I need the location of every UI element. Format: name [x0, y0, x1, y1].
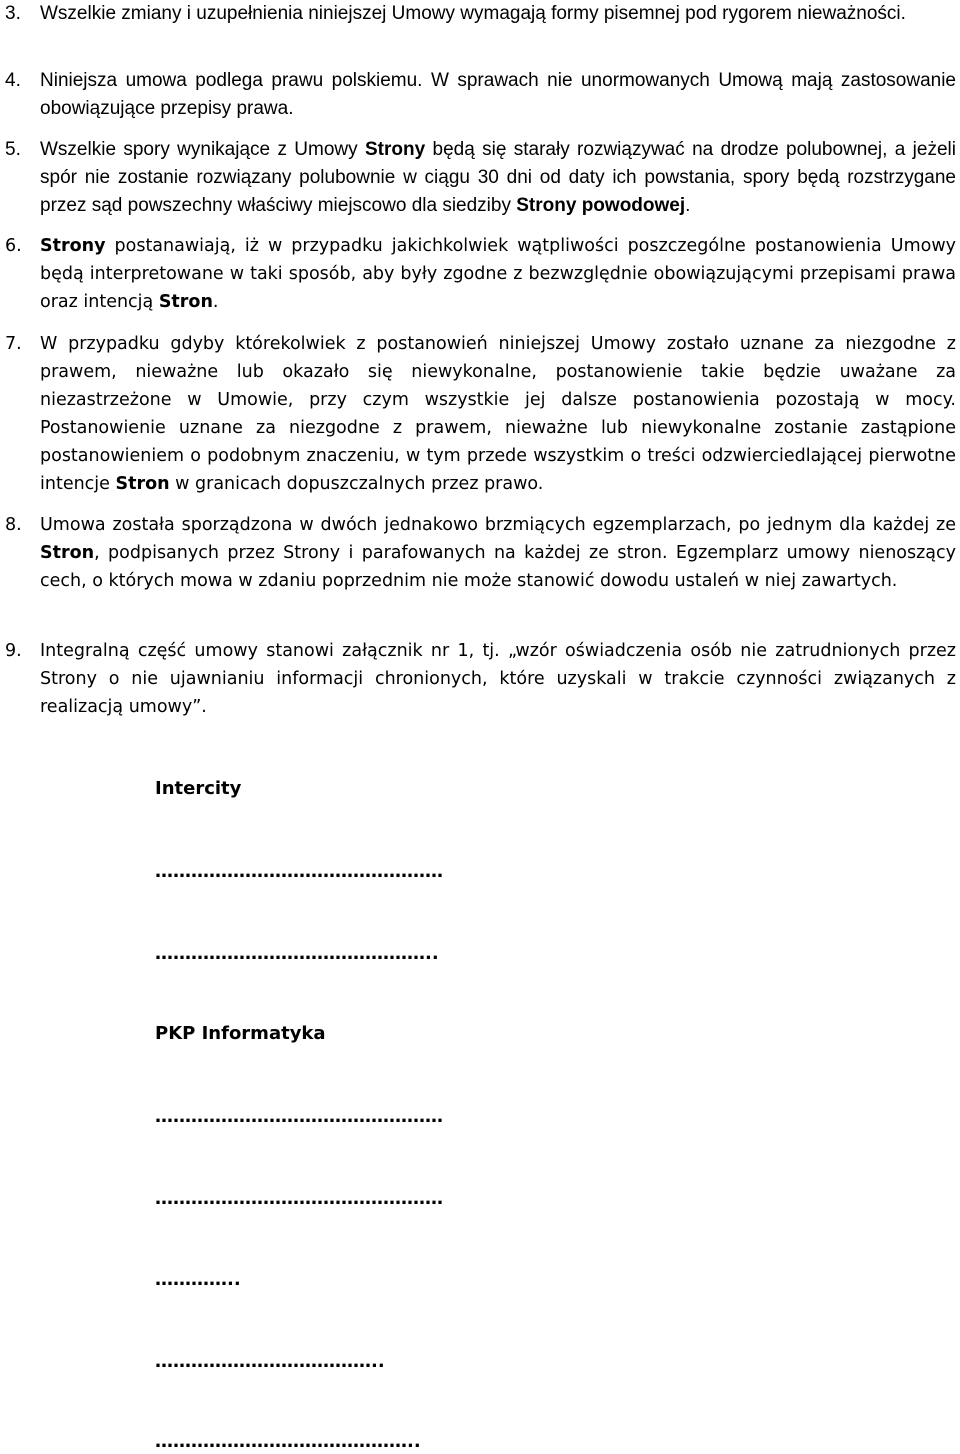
bold-term: Stron: [40, 543, 95, 563]
bold-term: Strony: [40, 236, 106, 256]
clause-9: [0, 637, 960, 721]
clause-text: Wszelkie zmiany i uzupełnienia niniejszej Umowy wymagają formy pisemnej pod rygorem nieważności.: [40, 3, 906, 24]
clause-text-segment: będą się starały rozwiązywać na drodze polubownej, a jeżeli spór nie zostanie rozwiązany polubownie w ciągu 30 dni od daty ich powstania, spory będą rozstrzygane przez sąd powszechny właściwy miejscowo dla siedziby: [40, 139, 956, 216]
clause-text-segment: W przypadku gdyby którekolwiek z postanowień niniejszej Umowy zostało uznane za niezgodne z prawem, nieważne lub okazało się niewykonalne, postanowienie takie będzie uważane za niezastrzeżone w Umowie, przy czym wszystkie jej dalsze postanowienia pozostają w mocy. Postanowienie uznane za niezgodne z prawem, nieważne lub niewykonalne zostanie zastąpione postanowieniem o podobnym znaczeniu, w tym przede wszystkim o treści odzwierciedlającej pierwotne intencje: [40, 334, 956, 494]
clause-text: [40, 136, 956, 220]
clause-text-segment: Wszelkie spory wynikające z Umowy: [40, 139, 365, 160]
signature-party-intercity: Intercity: [155, 778, 242, 799]
clause-number: 7.: [5, 334, 22, 354]
signature-line: …………………………………………: [155, 861, 443, 882]
clause-4: [0, 67, 960, 123]
bold-term: Strony powodowej: [516, 195, 686, 216]
clause-number: 6.: [5, 236, 22, 256]
clause-text: Niniejsza umowa podlega prawu polskiemu. W sprawach nie unormowanych Umową mają zastosowanie obowiązujące przepisy prawa.: [40, 70, 956, 119]
bold-term: Stron: [158, 292, 213, 312]
signature-line: …………………………………………: [155, 1188, 443, 1209]
clause-text: [40, 232, 956, 316]
clause-number: 8.: [5, 515, 22, 535]
clause-number: 4.: [5, 70, 21, 91]
clause-number: 9.: [5, 641, 22, 661]
signature-party-pkp-informatyka: PKP Informatyka: [155, 1023, 326, 1044]
clause-5: [0, 136, 960, 220]
clause-number: 3.: [5, 3, 21, 24]
clause-text-segment: .: [685, 195, 691, 216]
clause-text: [40, 511, 956, 595]
signature-line: …………..: [155, 1269, 241, 1290]
clause-8: [0, 511, 960, 595]
clause-number: 5.: [5, 139, 21, 160]
signature-line: ………………………………………..: [155, 943, 439, 964]
clause-7: [0, 330, 960, 498]
bold-term: Stron: [115, 474, 170, 494]
clause-text-segment: Umowa została sporządzona w dwóch jednakowo brzmiących egzemplarzach, po jednym dla każdej ze: [40, 515, 956, 535]
signature-line: ……………………………………..: [155, 1431, 421, 1452]
bold-term: Strony: [364, 139, 426, 160]
clause-text: Integralną część umowy stanowi załącznik nr 1, tj. „wzór oświadczenia osób nie zatrudnionych przez Strony o nie ujawnianiu informacji chronionych, które uzyskali w trakcie czynności związanych z realizacją umowy”.: [40, 641, 956, 717]
signature-line: ………………………………..: [155, 1351, 385, 1372]
clause-6: [0, 232, 960, 316]
clause-text: [40, 330, 956, 498]
clause-text-segment: postanawiają, iż w przypadku jakichkolwiek wątpliwości poszczególne postanowienia Umowy będą interpretowane w taki sposób, aby były zgodne z bezwzględnie obowiązującymi przepisami prawa oraz intencją: [40, 236, 956, 312]
signature-line: …………………………………………: [155, 1106, 443, 1127]
clause-text-segment: w granicach dopuszczalnych przez prawo.: [169, 474, 544, 494]
clause-text-segment: .: [212, 292, 219, 312]
clause-3: [0, 0, 960, 28]
clause-text-segment: , podpisanych przez Strony i parafowanych na każdej ze stron. Egzemplarz umowy nienoszący cech, o których mowa w zdaniu poprzednim nie może stanowić dowodu ustaleń w niej zawartych.: [40, 543, 956, 591]
